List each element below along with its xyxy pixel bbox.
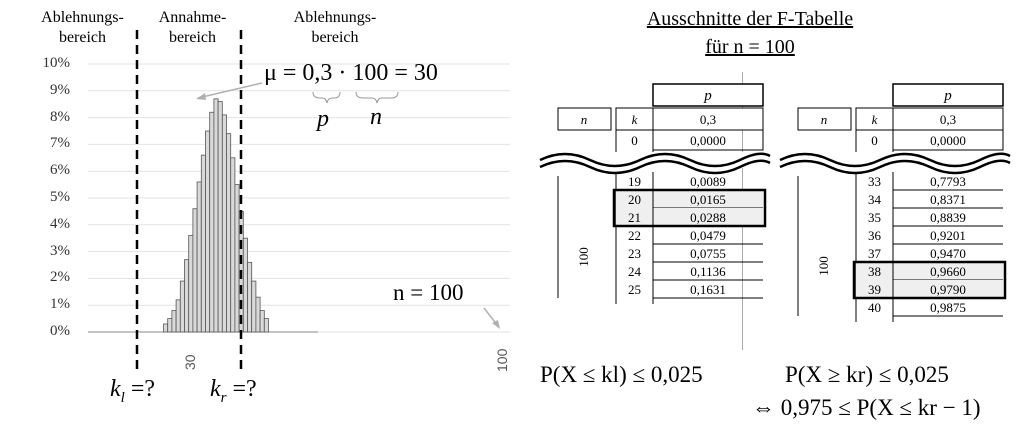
k-header-text: k [871, 112, 878, 127]
y-tick-label: 10% [42, 55, 70, 71]
k-value: 33 [868, 174, 881, 189]
y-tick-label: 0% [50, 323, 70, 339]
y-tick-label: 1% [50, 296, 70, 313]
f-value: 0,9470 [930, 246, 966, 261]
y-tick-label: 2% [50, 269, 70, 286]
p-header-text: p [944, 88, 952, 104]
p-header-text: p [704, 88, 712, 104]
f-value: 0,9875 [930, 300, 966, 315]
p-label: p [317, 106, 329, 132]
panel-title-line2: für n = 100 [705, 36, 795, 58]
f-value: 0,7793 [930, 174, 966, 189]
k-value: 23 [628, 246, 641, 261]
region-left-line2: bereich [58, 29, 107, 46]
kr-sub: r [220, 389, 227, 406]
k-value: 40 [868, 300, 881, 315]
formula-left: P(X ≤ kl) ≤ 0,025 [540, 362, 703, 387]
n-value: 100 [576, 247, 591, 267]
k-value: 20 [628, 192, 641, 207]
y-tick-label: 9% [50, 81, 70, 98]
f-table-left [540, 84, 770, 304]
mu-formula: μ = 0,3 · 100 = 30 [264, 60, 438, 86]
kl-rest: =? [124, 376, 156, 402]
f-value: 0,0755 [690, 246, 726, 261]
region-right-line2: bereich [311, 29, 359, 46]
y-tick-label: 8% [50, 108, 70, 125]
kr-k: k [210, 376, 221, 402]
k-value: 36 [868, 228, 881, 243]
region-middle-line2: bereich [168, 29, 217, 46]
region-right-line1: Ablehnungs- [293, 9, 377, 26]
f-value: 0,0089 [690, 174, 726, 189]
f-value: 0,0165 [690, 192, 726, 207]
y-tick-label: 4% [50, 215, 70, 232]
k-value: 0 [871, 133, 878, 148]
formula-right-1: P(X ≥ kr) ≤ 0,025 [785, 362, 949, 387]
f-value: 0,9201 [930, 228, 966, 243]
k-value: 34 [868, 192, 881, 207]
n-equals-100: n = 100 [393, 280, 464, 305]
formula-right-2: ⇔ 0,975 ≤ P(X ≤ kr − 1) [752, 395, 981, 420]
k-value: 25 [628, 282, 641, 297]
n-header-text: n [580, 112, 588, 127]
kr-rest: =? [226, 376, 257, 402]
k-value: 37 [868, 246, 881, 261]
k-value: 35 [868, 210, 881, 225]
p-value-text: 0,3 [939, 112, 957, 127]
k-value: 24 [628, 264, 641, 279]
region-left-line1: Ablehnungs- [41, 9, 124, 26]
f-value: 0,9790 [930, 282, 966, 297]
k-value: 19 [628, 174, 641, 189]
y-tick-label: 5% [50, 189, 70, 205]
f-value: 0,1136 [690, 264, 726, 279]
region-middle-line1: Annahme- [158, 9, 227, 26]
f-value: 0,8371 [930, 192, 966, 207]
k-value: 38 [868, 264, 881, 279]
n-header-text: n [820, 112, 828, 127]
k-value: 39 [868, 282, 881, 297]
n-value: 100 [816, 256, 831, 276]
n-label: n [370, 104, 382, 130]
f-table-right [780, 84, 1010, 322]
k-header-text: k [631, 112, 638, 127]
f-value: 0,1631 [690, 282, 726, 297]
k-value: 22 [628, 228, 641, 243]
x-tick-100: 100 [494, 348, 510, 372]
y-tick-label: 7% [50, 135, 70, 152]
kl-k: k [110, 376, 121, 402]
f-value: 0,0000 [690, 133, 726, 148]
f-value: 0,9660 [930, 264, 966, 279]
x-tick-30: 30 [182, 354, 198, 370]
kl-sub: l [120, 389, 125, 406]
y-tick-label: 6% [50, 162, 70, 179]
y-tick-label: 3% [50, 242, 70, 259]
panel-title-line1: Ausschnitte der F-Tabelle [646, 8, 854, 30]
f-value: 0,0000 [930, 133, 966, 148]
k-value: 0 [631, 133, 638, 148]
p-value-text: 0,3 [699, 112, 717, 127]
f-value: 0,0288 [690, 210, 726, 225]
f-value: 0,0479 [690, 228, 726, 243]
k-value: 21 [628, 210, 641, 225]
f-value: 0,8839 [930, 210, 966, 225]
